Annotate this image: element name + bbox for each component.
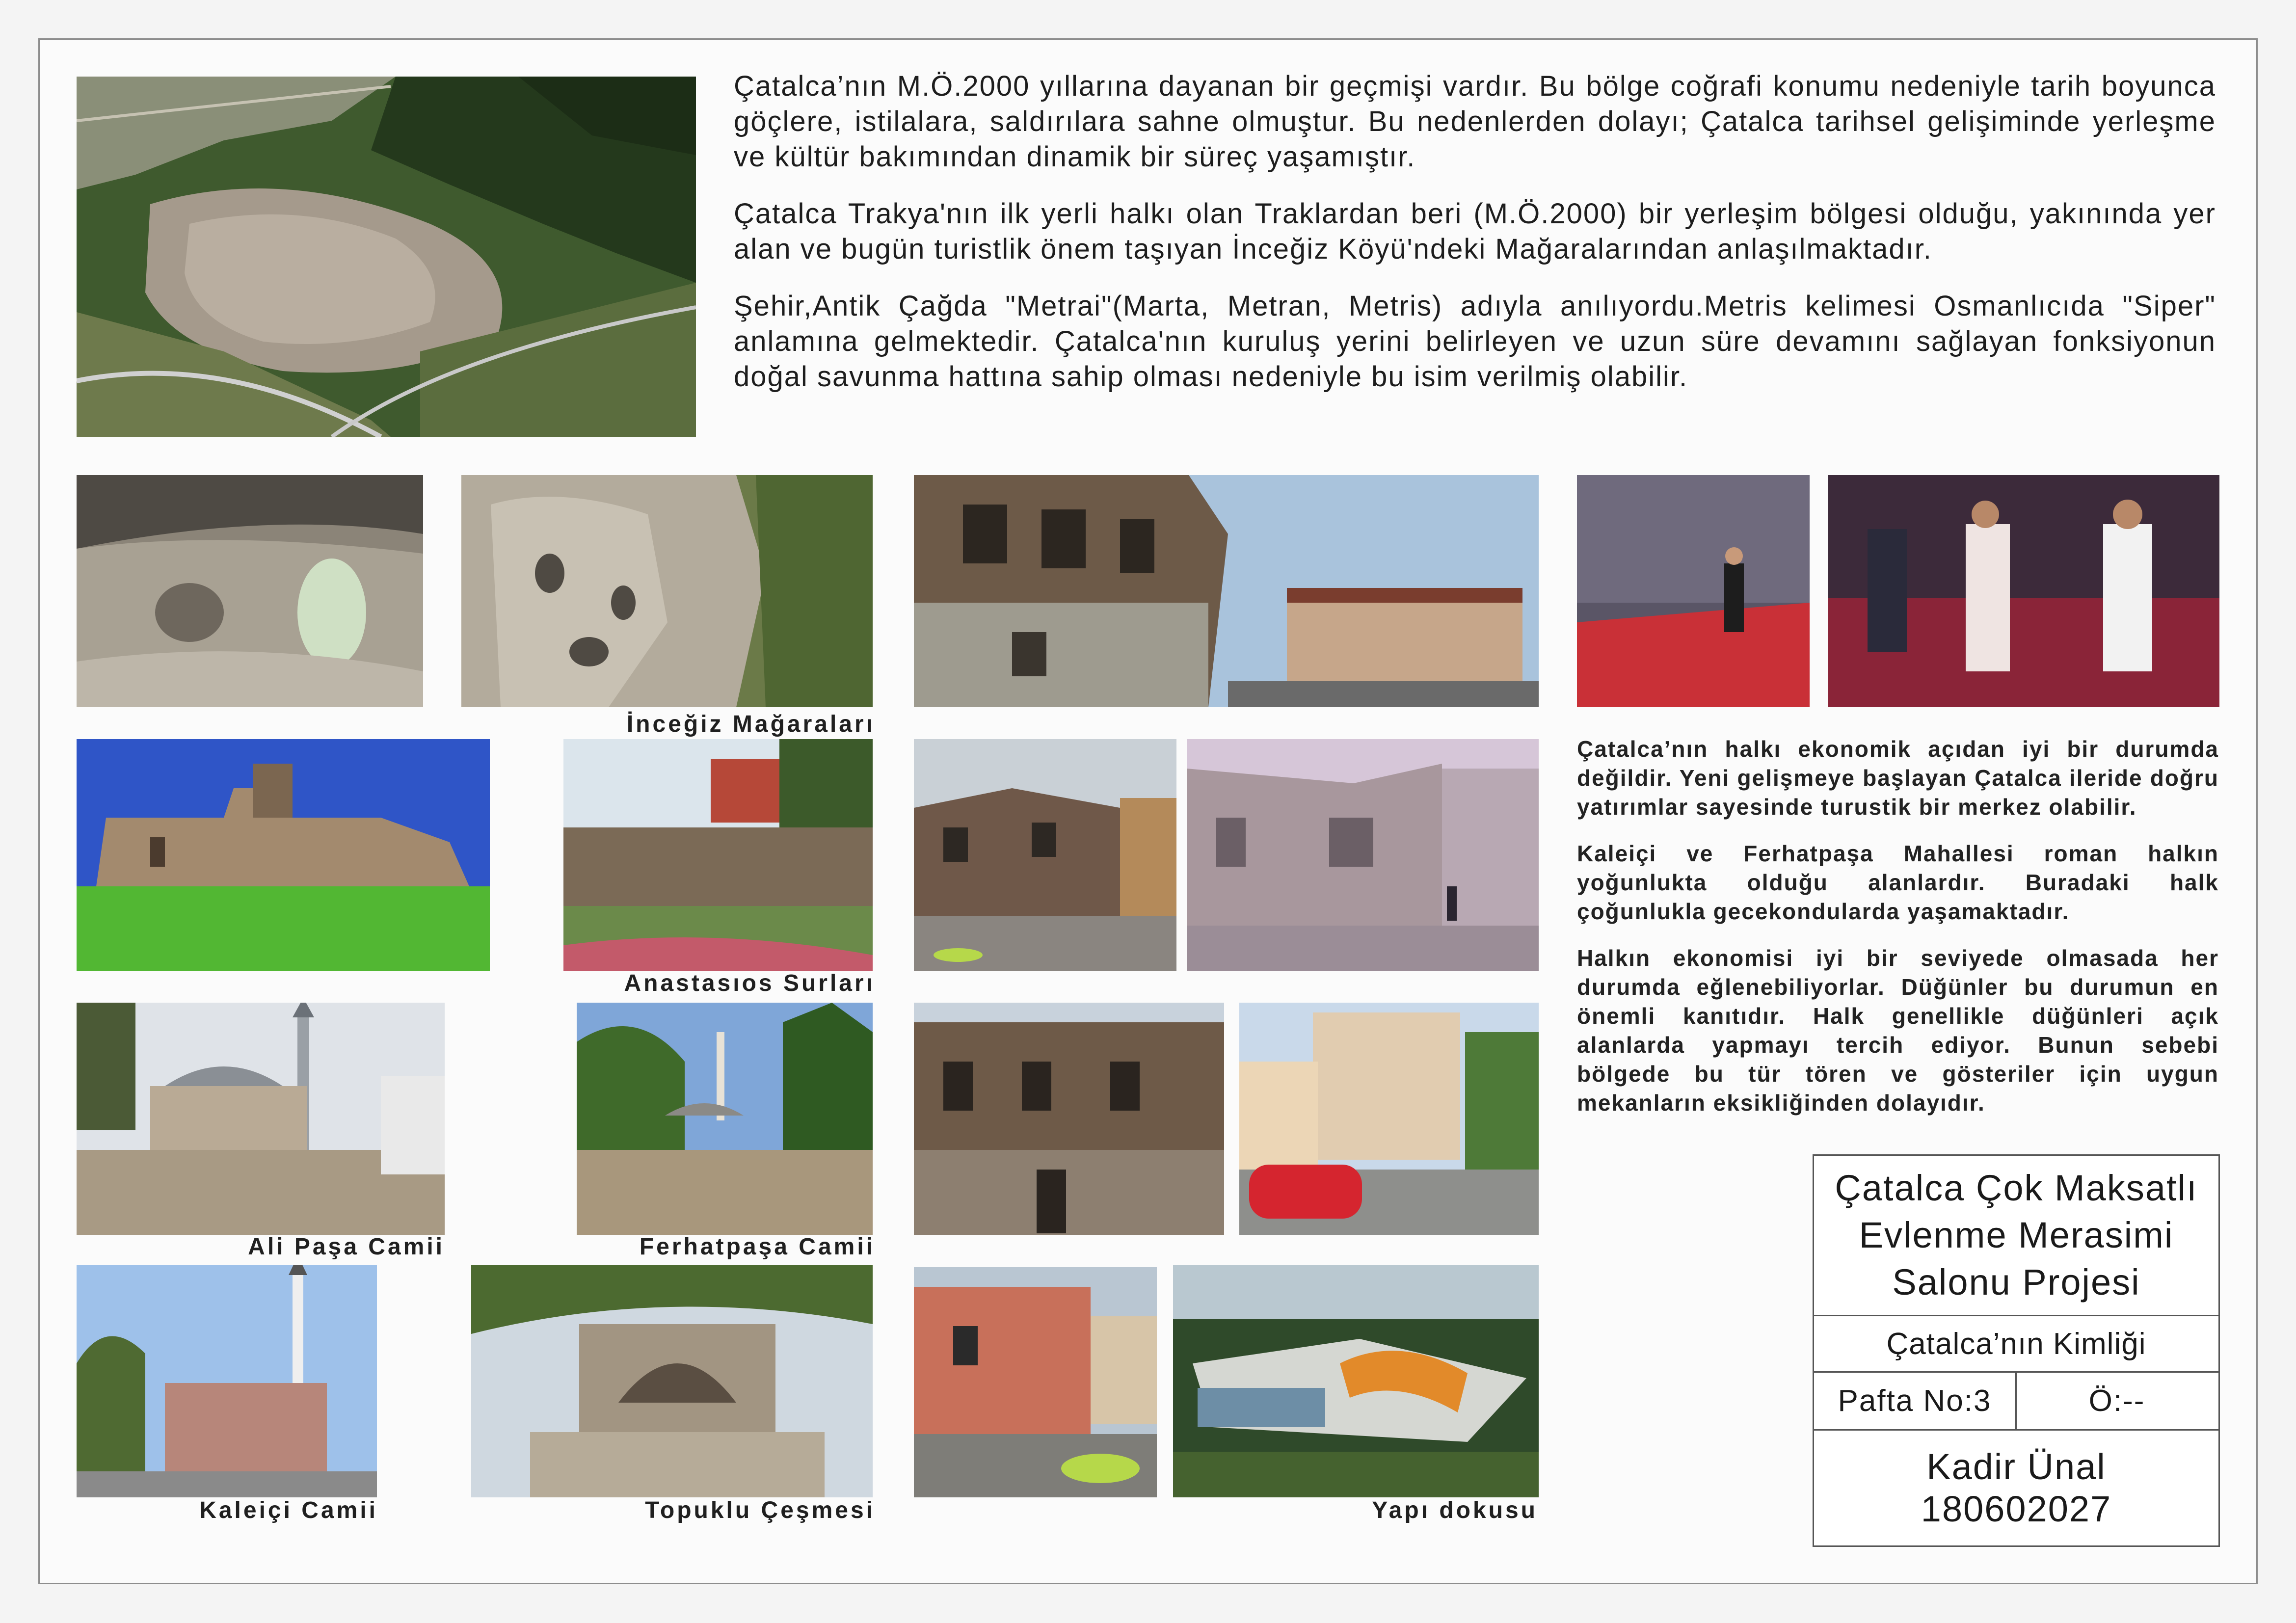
wedding-paragraph: Halkın ekonomisi iyi bir seviyede olmasada her durumda eğlenebiliyorlar. Düğünler bu durumun en önemli kanıtıdır. Halk genellikle düğünleri açık alanlarda yapmayı tercih ediyor. Bunun sebebi bölgede bu tür tören ve gösteriler için uygun mekanların eksikliğinden dolayıdır. (1577, 945, 2219, 1116)
neighborhood-paragraph: Kaleiçi ve Ferhatpaşa Mahallesi roman halkın yoğunlukta olduğu alanlardır. Buradaki halk çoğunlukla gecekondularda yaşamaktadır. (1577, 841, 2219, 924)
caption-ferhatpasa: Ferhatpaşa Camii (639, 1234, 875, 1260)
caption-kaleici: Kaleiçi Camii (199, 1497, 378, 1523)
street-houses-photo (914, 1267, 1157, 1497)
sheet-subtitle: Çatalca’nın Kimliği (1814, 1316, 2218, 1373)
cave-interior-photo (77, 475, 423, 707)
cave-cliff-photo (461, 475, 873, 707)
project-title-line: Salonu Projesi (1892, 1262, 2140, 1303)
sheet-scale: Ö:-- (2088, 1384, 2145, 1418)
ali-pasa-mosque-photo (77, 1003, 445, 1235)
caption-topuklu: Topuklu Çeşmesi (645, 1497, 875, 1523)
sheet-number: Pafta No:3 (1814, 1373, 2017, 1429)
project-title-line: Çatalca Çok Maksatlı (1835, 1168, 2198, 1208)
project-title-line: Evlenme Merasimi (1859, 1215, 2174, 1255)
kaleici-mosque-photo (77, 1265, 377, 1497)
economy-paragraph: Çatalca’nın halkı ekonomik açıdan iyi bir durumda değildir. Yeni gelişmeye başlayan Çatalca ileride doğru yatırımlar sayesinde turustik bir merkez olabilir. (1577, 736, 2219, 820)
student-number: 180602027 (1921, 1489, 2112, 1529)
derelict-house-corner-photo (914, 739, 1176, 971)
fortress-ruins-photo (77, 739, 490, 971)
author-name: Kadir Ünal (1926, 1446, 2106, 1487)
intro-paragraph: Şehir,Antik Çağda "Metrai"(Marta, Metran, Metris) adıyla anılıyordu.Metris kelimesi Osmanlıcıda "Siper" anlamına gelmektedir. Çatalca'nın kuruluş yerini belirleyen ve uzun süre devamını sağlayan fonksiyonun doğal savunma hattına sahip olması nedeniyle bu isim verilmiş olabilir. (734, 290, 2216, 393)
historic-corner-building-photo (1187, 739, 1539, 971)
sheet-info-row (1814, 1373, 2218, 1431)
topuklu-fountain-photo (471, 1265, 873, 1497)
old-house-street-photo (914, 475, 1539, 707)
caption-fabric: Yapı dokusu (1372, 1497, 1538, 1523)
project-rendering-photo (1173, 1265, 1539, 1497)
intro-paragraph: Çatalca Trakya'nın ilk yerli halkı olan Traklardan beri (M.Ö.2000) bir yerleşim bölgesi olduğu, yakınında yer alan ve bugün turistlik önem taşıyan İnceğiz Köyü'ndeki Mağaralarından anlaşılmaktadır. (734, 198, 2216, 265)
city-walls-park-photo (563, 739, 873, 971)
caption-caves: İnceğiz Mağaraları (626, 711, 875, 737)
author-block (1814, 1431, 2218, 1545)
ferhatpasa-mosque-photo (577, 1003, 873, 1235)
aerial-photo (77, 77, 696, 437)
title-block (1813, 1154, 2220, 1547)
wedding-dance-photo (1828, 475, 2219, 707)
intro-text (734, 69, 2216, 416)
right-text (1577, 735, 2219, 1135)
caption-walls: Anastasıos Surları (624, 970, 875, 996)
intro-paragraph: Çatalca’nın M.Ö.2000 yıllarına dayanan bir geçmişi vardır. Bu bölge coğrafi konumu nedeniyle tarih boyunca göçlere, istilalara, saldırılara sahne olmuştur. Bu nedenlerden dolayı; Çatalca tarihsel gelişiminde yerleşme ve kültür bakımından dinamik bir süreç yaşamıştır. (734, 70, 2216, 173)
apartment-street-photo (1239, 1003, 1539, 1235)
wooden-house-facade-photo (914, 1003, 1224, 1235)
wedding-crowd-photo (1577, 475, 1810, 707)
project-title (1814, 1156, 2218, 1316)
caption-ali-pasa: Ali Paşa Camii (248, 1234, 445, 1260)
